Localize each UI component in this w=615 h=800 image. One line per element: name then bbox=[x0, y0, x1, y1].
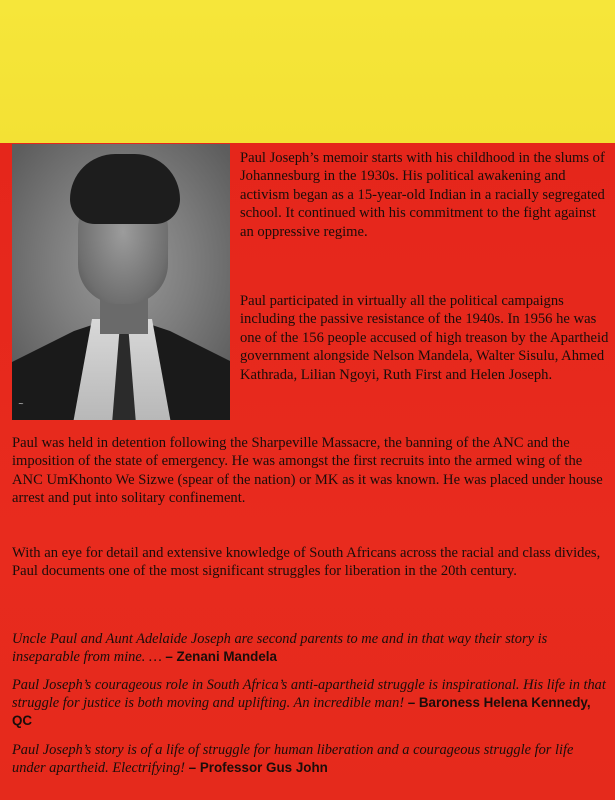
quote-attribution: – Zenani Mandela bbox=[165, 649, 277, 665]
blurb-paragraph-1: Paul Joseph’s memoir starts with his childhood in the slums of Johannesburg in the 1930s. His political awakening and activism began as a 15-year-old Indian in a racially segregated school. It continued with his commitment to the fight against an oppressive regime. bbox=[240, 150, 605, 240]
quote-text: Paul Joseph’s story is of a life of struggle for human liberation and a courageous struggle for life under apartheid. Electrifying! bbox=[12, 742, 574, 777]
quote-attribution: – Baroness Helena Kennedy, QC bbox=[12, 695, 591, 729]
portrait-hair bbox=[70, 154, 180, 224]
quote-attribution: – Professor Gus John bbox=[188, 760, 328, 776]
blurb-paragraph-2: Paul participated in virtually all the political campaigns including the passive resistance of the 1940s. In 1956 he was one of the 156 people accused of high treason by the Apartheid government alongside Nelson Mandela, Walter Sisulu, Ahmed Kathrada, Lilian Ngoyi, Ruth First and Helen Joseph. bbox=[240, 293, 609, 383]
endorsement-quote-1 bbox=[12, 630, 610, 666]
photographer-signature-mark: ~ bbox=[18, 400, 24, 408]
blurb-paragraph-4: With an eye for detail and extensive knowledge of South Africans across the racial and class divides, Paul documents one of the most significant struggles for liberation in the 20th century. bbox=[12, 545, 601, 580]
quote-text: Paul Joseph’s courageous role in South Africa’s anti-apartheid struggle is inspirational. His life in that struggle for justice is both moving and uplifting. An incredible man! bbox=[12, 677, 606, 712]
endorsement-quote-3 bbox=[12, 741, 610, 777]
blurb-paragraph-3: Paul was held in detention following the Sharpeville Massacre, the banning of the ANC and the imposition of the state of emergency. He was amongst the first recruits into the armed wing of the ANC UmKhonto We Sizwe (spear of the nation) or MK as it was known. He was placed under house arrest and put into solitary confinement. bbox=[12, 435, 603, 507]
endorsement-quote-2 bbox=[12, 676, 610, 731]
yellow-header-band bbox=[0, 0, 615, 143]
quote-text: Uncle Paul and Aunt Adelaide Joseph are second parents to me and in that way their story is inseparable from mine. … bbox=[12, 631, 548, 666]
author-portrait-photo bbox=[12, 144, 230, 420]
